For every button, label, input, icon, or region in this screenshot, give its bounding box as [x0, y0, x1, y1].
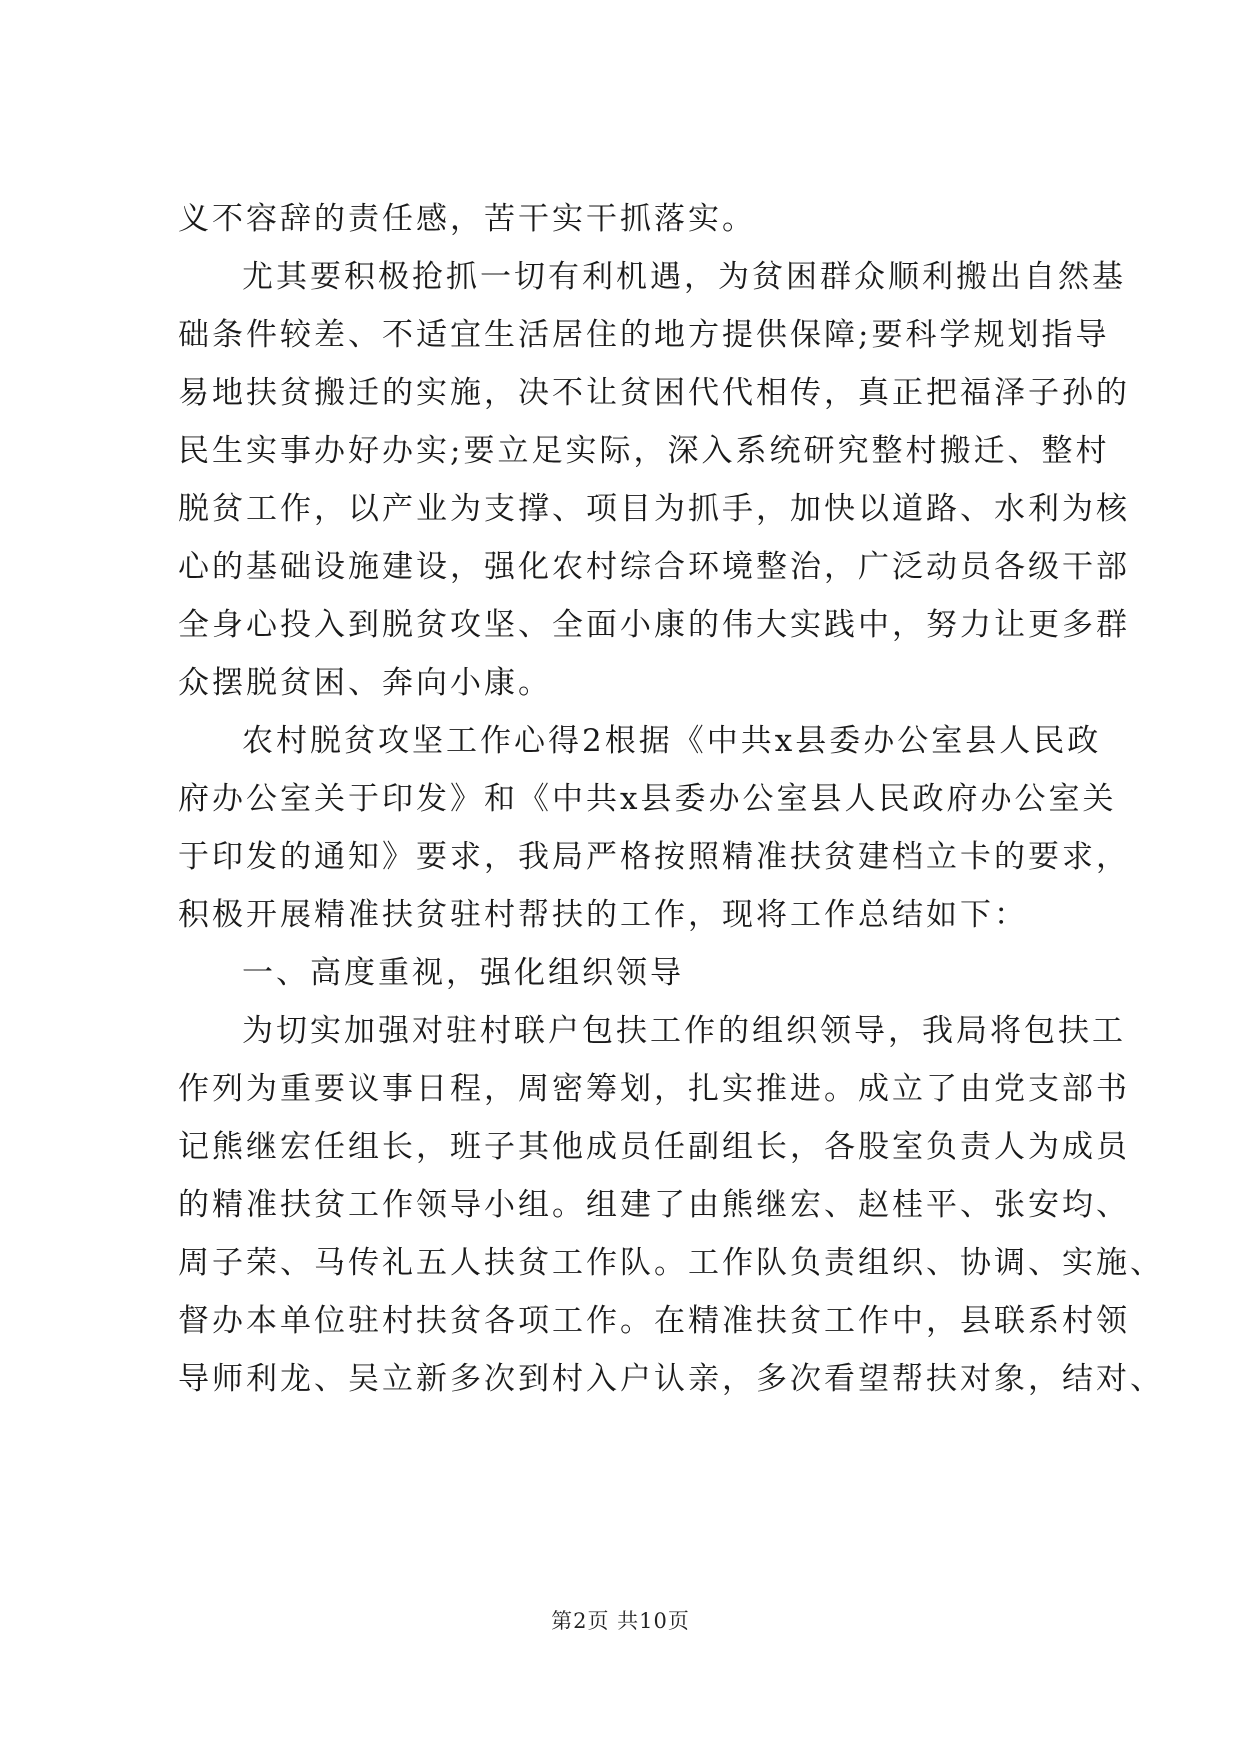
text-line: 脱贫工作，以产业为支撑、项目为抓手，加快以道路、水利为核 — [178, 491, 1130, 527]
text-line: 众摆脱贫困、奔向小康。 — [178, 665, 552, 701]
text-line: 尤其要积极抢抓一切有利机遇，为贫困群众顺利搬出自然基 — [242, 259, 1126, 295]
text-line: 府办公室关于印发》和《中共x县委办公室县人民政府办公室关 — [178, 781, 1117, 817]
text-line: 全身心投入到脱贫攻坚、全面小康的伟大实践中，努力让更多群 — [178, 607, 1130, 643]
text-line: 于印发的通知》要求，我局严格按照精准扶贫建档立卡的要求， — [178, 839, 1130, 875]
text-line: 导师利龙、吴立新多次到村入户认亲，多次看望帮扶对象，结对、 — [178, 1361, 1164, 1397]
text-line: 周子荣、马传礼五人扶贫工作队。工作队负责组织、协调、实施、 — [178, 1245, 1164, 1281]
page-number: 第2页 共10页 — [551, 1609, 690, 1633]
text-line: 作列为重要议事日程，周密筹划，扎实推进。成立了由党支部书 — [178, 1071, 1130, 1107]
text-line: 础条件较差、不适宜生活居住的地方提供保障;要科学规划指导 — [178, 317, 1110, 353]
text-line: 记熊继宏任组长，班子其他成员任副组长，各股室负责人为成员 — [178, 1129, 1130, 1165]
text-line: 心的基础设施建设，强化农村综合环境整治，广泛动员各级干部 — [178, 549, 1130, 585]
text-line: 督办本单位驻村扶贫各项工作。在精准扶贫工作中，县联系村领 — [178, 1303, 1130, 1339]
page-footer — [0, 1607, 1241, 1635]
text-line: 农村脱贫攻坚工作心得2根据《中共x县委办公室县人民政 — [242, 723, 1102, 759]
text-line: 积极开展精准扶贫驻村帮扶的工作，现将工作总结如下： — [178, 897, 1028, 933]
text-line: 易地扶贫搬迁的实施，决不让贫困代代相传，真正把福泽子孙的 — [178, 375, 1130, 411]
body-text — [178, 190, 1164, 1408]
text-line: 的精准扶贫工作领导小组。组建了由熊继宏、赵桂平、张安均、 — [178, 1187, 1130, 1223]
section-heading: 一、高度重视，强化组织领导 — [242, 955, 684, 991]
text-line: 义不容辞的责任感，苦干实干抓落实。 — [178, 201, 756, 237]
text-line: 为切实加强对驻村联户包扶工作的组织领导，我局将包扶工 — [242, 1013, 1126, 1049]
text-line: 民生实事办好办实;要立足实际，深入系统研究整村搬迁、整村 — [178, 433, 1110, 469]
